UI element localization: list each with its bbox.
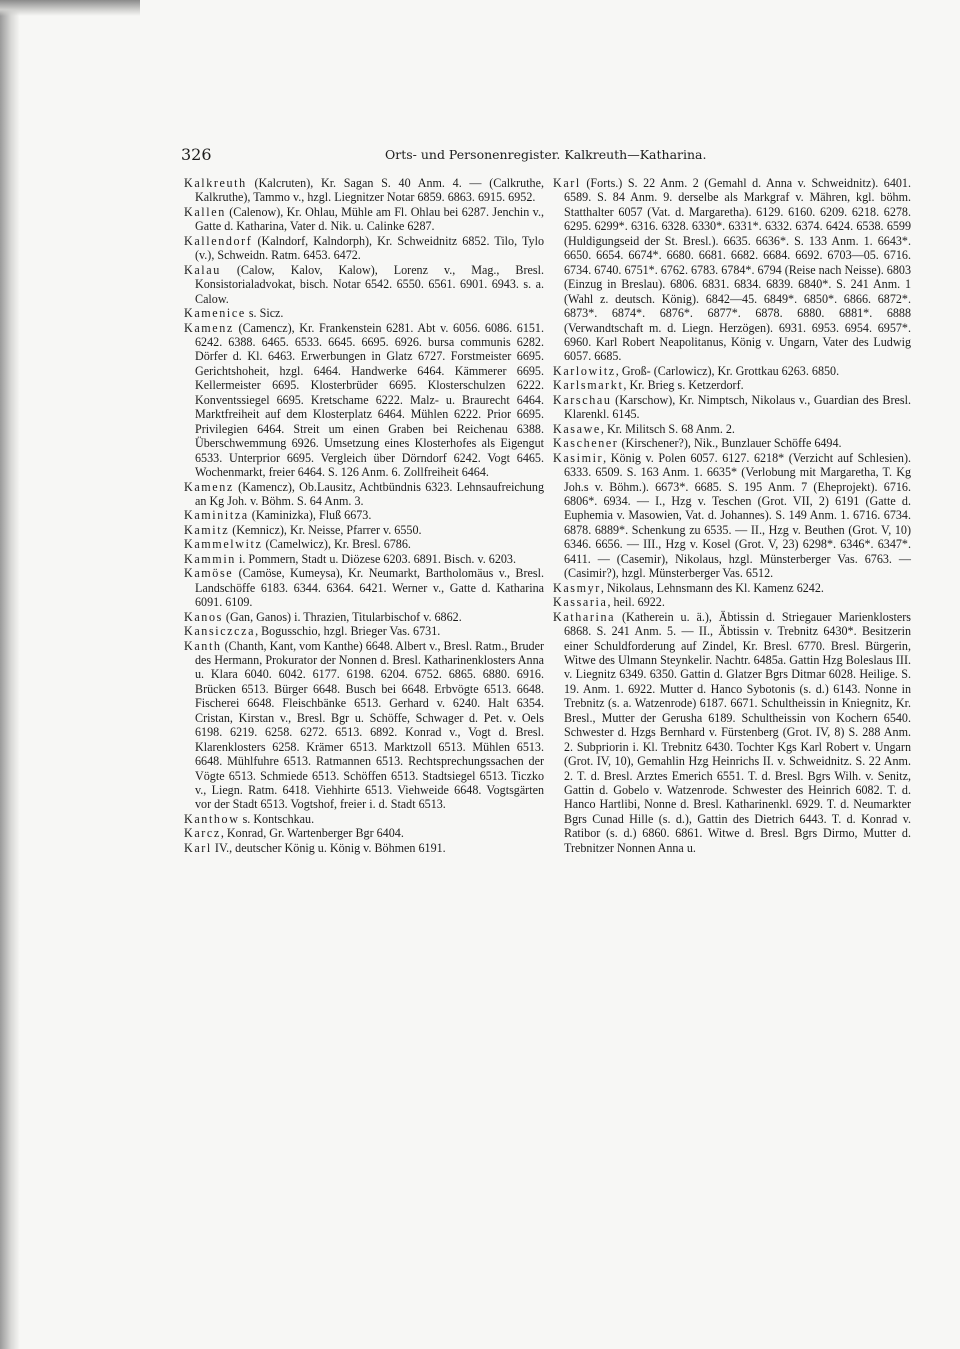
register-entry [553,378,911,392]
entry-headword: Kammelwitz [184,537,263,552]
register-entry [184,176,544,205]
entry-headword: Kansiczcza [184,624,256,639]
entry-headword: Kasmyr [553,580,601,595]
entry-text: (Kalndorf, Kalndorph), Kr. Schweidnitz 6852. Tilo, Tylo (v.), Schweidn. Ratm. 6453. 6472. [195,233,544,263]
register-entry [184,263,544,306]
entry-text: , Nikolaus, Lehnsmann des Kl. Kamenz 6242. [600,580,824,595]
entry-headword: Kanos [184,609,223,624]
entry-text: (Camöse, Kumeysa), Kr. Neumarkt, Bartholomäus v., Bresl. Landschöffe 6183. 6344. 6364. 6421. Werner v., Gatte d. Katharina 6091. 6109. [195,566,544,610]
entry-headword: Karcz [184,826,221,841]
page-number: 326 [181,145,212,164]
register-entry [184,639,544,812]
entry-headword: Karschau [553,392,612,407]
entry-headword: Karlowitz [553,363,616,378]
entry-text: (Calow, Kalov, Kalow), Lorenz v., Mag., Bresl. Konsistorialadvokat, bisch. Notar 6542. 6550. 6561. 6901. 6943. s. a. Calow. [195,262,544,306]
register-entry [553,422,911,436]
entry-text: (Camelwicz), Kr. Bresl. 6786. [262,537,411,552]
register-entry [184,480,544,509]
entry-text: s. Sicz. [245,306,284,321]
entry-text: (Kaminizka), Fluß 6673. [248,508,372,523]
register-entry [553,451,911,581]
entry-headword: Kalkreuth [184,176,247,190]
register-entry [553,595,911,609]
entry-headword: Kammin [184,551,236,566]
entry-headword: Kamenice [184,306,246,321]
register-entry [184,552,544,566]
register-entry [184,234,544,263]
entry-text: (Forts.) S. 22 Anm. 2 (Gemahl d. Anna v. Schweidnitz). 6401. 6589. S. 84 Anm. 9. derselbe als Markgraf v. Mähren, kgl. böhm. Statthalter 6057 (Vat. d. Margaretha). 6129. 6160. 6209. 6218. 6278. 6295. 6299*. 6316. 6328. 6330*. 6331*. 6332. 6374. 6424. 6538. 6599 (Huldigungseid der St. Bresl.). 6635. 6636*. S. 133 Anm. 1. 6643*. 6650. 6654. 6674*. 6680. 6681. 6682. 6684. 6692. 6703—05. 6716. 6734. 6740. 6751*. 6762. 6783. 6784*. 6794 (Reise nach Neisse). 6803 (Einzug in Breslau). 6806. 6831. 6834. 6839. 6840*. S. 241 Anm. 1 (Wahl z. deutsch. König). 6842—45. 6849*. 6850*. 6866. 6872*. 6873*. 6874*. 6876*. 6877*. 6878. 6880. 6881*. 6888 (Verwandtschaft m. d. Liegn. Herzögen). 6931. 6953. 6954. 6957*. 6960. Karl Robert Neapolitanus, König v. Ungarn, Vater des Ludwig 6057. 6685. [564,176,911,364]
entry-text: (Camencz), Kr. Frankenstein 6281. Abt v. 6056. 6086. 6151. 6242. 6388. 6465. 6533. 6645. 6695. 6926. bursa communis 6282. Dörfer d. Kl. 6463. Erwerbungen in Glatz 6727. Forstmeister 6695. Gerichtshoheit, hzgl. 6464. Handwerke 6464. Kämmerer 6695. Kellermeister 6695. Klosterbrüder 6695. Klosterschulzen 6222. Konventssiegel 6695. Kretschame 6222. Malz- u. Braurecht 6464. Marktfreiheit auf dem Klosterplatz 6464. Mühlen 6222. Prior 6695. Privilegien 6464. Streit um einen Graben bei Reichenau 6388. Überschwemmung 6926. Umsetzung eines Klosterhofes als Eigengut 6533. Unterprior 6695. Vergleich über Dörndorf 6242. Vogt 6465. Wochenmarkt, freier 6464. S. 126 Anm. 6. Zollfreiheit 6464. [195,320,544,480]
register-entry [184,523,544,537]
entry-headword: Kaschener [553,436,619,451]
register-entry [184,306,544,320]
entry-headword: Kasawe [553,421,601,436]
entry-text: (Chanth, Kant, vom Kanthe) 6648. Albert v., Bresl. Ratm., Bruder des Hermann, Prokurator der Nonnen d. Bresl. Katharinenklosters Anna u. Klara 6040. 6042. 6177. 6198. 6204. 6752. 6865. 6880. 6916. Brücken 6513. Bürger 6648. Busch bei 6648. Erbvögte 6513. 6648. Fischerei 6648. Fleischbänke 6513. Gerhard v. 6240. Halt 6354. Cristan, Kirstan v., Bresl. Bgr u. Schöffe, Schwager d. Pet. v. Oels 6198. 6219. 6258. 6272. 6513. 6892. Konrad v., Vogt d. Bresl. Klarenklosters 6258. Krämer 6513. Marktzoll 6513. Mühlen 6513. 6648. Mühlfuhre 6513. Ratmannen 6513. Rechtsprechungssachen der Vögte 6513. Schmiede 6513. Schöffen 6513. Stadtsiegel 6513. Ticzko v., Liegn. Ratm. 6418. Viehhirte 6513. Viehweide 6648. Vogtsgärten vor der Stadt 6513. Vogtshof, freier i. d. Stadt 6513. [195,638,544,812]
register-entry [184,566,544,609]
entry-headword: Kamitz [184,522,230,537]
entry-headword: Kalau [184,262,221,277]
register-entry [553,364,911,378]
entry-headword: Kanth [184,638,222,653]
entry-text: IV., deutscher König u. König v. Böhmen 6191. [211,840,446,855]
entry-headword: Kallen [184,204,226,219]
running-title: Orts- und Personenregister. Kalkreuth—Katharina. [385,147,707,162]
scan-shadow-top [0,0,140,16]
entry-text: i. Pommern, Stadt u. Diözese 6203. 6891. Bisch. v. 6203. [235,551,516,566]
entry-text: , Groß- (Carlowicz), Kr. Grottkau 6263. 6850. [615,363,840,378]
register-entry [553,610,911,856]
entry-headword: Karlsmarkt [553,378,624,393]
entry-headword: Kaminitza [184,508,249,523]
entry-headword: Karl [184,840,212,855]
entry-text: (Karschow), Kr. Nimptsch, Nikolaus v., Guardian des Bresl. Klarenkl. 6145. [564,392,911,422]
register-entry [553,581,911,595]
entry-text: (Kemnicz), Kr. Neisse, Pfarrer v. 6550. [229,522,422,537]
entry-text: (Kamencz), Ob.Lausitz, Achtbündnis 6323. Lehnsaufreichung an Kg Joh. v. Böhm. S. 64 Anm. 3. [195,479,544,508]
entry-text: , Bogusschio, hzgl. Brieger Vas. 6731. [255,624,441,639]
entry-text: , Konrad, Gr. Wartenberger Bgr 6404. [220,826,404,841]
page-header [181,145,901,167]
entry-headword: Kallendorf [184,233,253,248]
register-entry [553,393,911,422]
entry-headword: Kassaria [553,595,608,610]
entry-headword: Kamenz [184,479,234,494]
entry-headword: Kasimir [553,450,604,465]
register-entry [184,508,544,522]
entry-headword: Kamöse [184,566,234,581]
register-entry [184,841,544,855]
register-entry [184,812,544,826]
entry-text: , Kr. Brieg s. Ketzerdorf. [623,378,744,393]
entry-text: s. Kontschkau. [239,811,315,826]
register-entry [184,321,544,480]
right-column [553,176,911,855]
scan-shadow-edge [0,0,20,1349]
entry-text: , König v. Polen 6057. 6127. 6218* (Verzicht auf Schlesien). 6333. 6509. S. 163 Anm. 1. 6635* (Verlobung mit Margaretha, T. Kg Joh.s v. Böhm.). 6673*. 6685. S. 195 Anm. 7 (Eheprojekt). 6716. 6806*. 6934. — I., Hzg v. Teschen (Grot. VII, 2) 6191 (Gatte d. Euphemia v. Masowien, Vat. d. Johannes). S. 149 Anm. 1. 6716. 6734. 6878. 6889*. Schenkung zu 6535. — II., Hzg v. Beuthen (Grot. V, 10) 6346. 6656. — III., Hzg v. Kosel (Grot. V, 23) 6298*. 6346*. 6347*. 6411. — (Casemir), Nikolaus, hzgl. Münsterberger Vas. 6763. — (Casimir?), hzgl. Münsterberger Vas. 6512. [564,450,911,581]
entry-text: (Kirschener?), Nik., Bunzlauer Schöffe 6494. [618,436,842,451]
entry-headword: Karl [553,176,581,190]
entry-headword: Katharina [553,609,616,624]
register-entry [553,176,911,364]
register-entry [184,826,544,840]
register-entry [184,610,544,624]
register-entry [184,205,544,234]
entry-text: , heil. 6922. [607,595,665,610]
left-column [184,176,544,855]
register-entry [184,624,544,638]
entry-text: , Kr. Militsch S. 68 Anm. 2. [600,421,735,436]
entry-headword: Kamenz [184,320,234,335]
entry-text: (Katherein u. ä.), Äbtissin d. Striegauer Marienklosters 6868. S. 241 Anm. 5. — II., Äbtissin v. Trebnitz 6430*. Besitzerin einer Schuldforderung auf Zindel, Kr. Bresl. 6770. Bresl. Bürgerin, Witwe des Ulmann Steynkelir. Nachtr. 6485a. Gattin Hzg Boleslaus III. v. Liegnitz 6349. 6350. Gattin d. Glatzer Bgrs Ditmar 6028. Heilige. S. 19. Anm. 1. 6922. Mutter d. Hanco Sybotonis (s. d.) 6143. Nonne in Trebnitz (s. a. Watzenrode) 6187. 6671. Schultheissin in Kniegnitz, Kr. Bresl., Mutter der Gerusha 6189. Schultheissin von Kochern 6540. Schwester d. Hzgs Bernhard v. Fürstenberg (Grot. IV, 8) S. 288 Anm. 2. Subpriorin i. Kl. Trebnitz 6430. Tochter Kgs Karl Robert v. Ungarn (Grot. IV, 10), Gemahlin Hzg Heinrichs II. v. Schweidnitz. S. 22 Anm. 2. T. d. Bresl. Arztes Emerich 6551. T. d. Bresl. Bgrs Wilh. v. Senitz, Gattin d. Gobelo v. Watzenrode. Schwester des Heinrich 6082. T. d. Hanco Hartlibi, Nonne d. Bresl. Katharinenkl. 6929. T. d. Neumarkter Bgrs Cunad Hille (s. d.), Gattin des Dietrich 6443. T. d. Konrad v. Ratibor (s. d.) 6860. 6861. Witwe d. Bresl. Bgrs Dirmo, Mutter d. Trebnitzer Nonnen Anna u. [564,609,911,855]
entry-headword: Kanthow [184,811,240,826]
register-entry [553,436,911,450]
entry-text: (Kalcruten), Kr. Sagan S. 40 Anm. 4. — (Calkruthe, Kalkruthe), Tammo v., hzgl. Liegnitzer Notar 6859. 6863. 6915. 6952. [195,176,544,205]
entry-text: (Calenow), Kr. Ohlau, Mühle am Fl. Ohlau bei 6287. Jenchin v., Gatte d. Katharina, Vater d. Nik. u. Calinke 6287. [195,204,544,234]
register-entry [184,537,544,551]
entry-text: (Gan, Ganos) i. Thrazien, Titularbischof v. 6862. [222,609,462,624]
